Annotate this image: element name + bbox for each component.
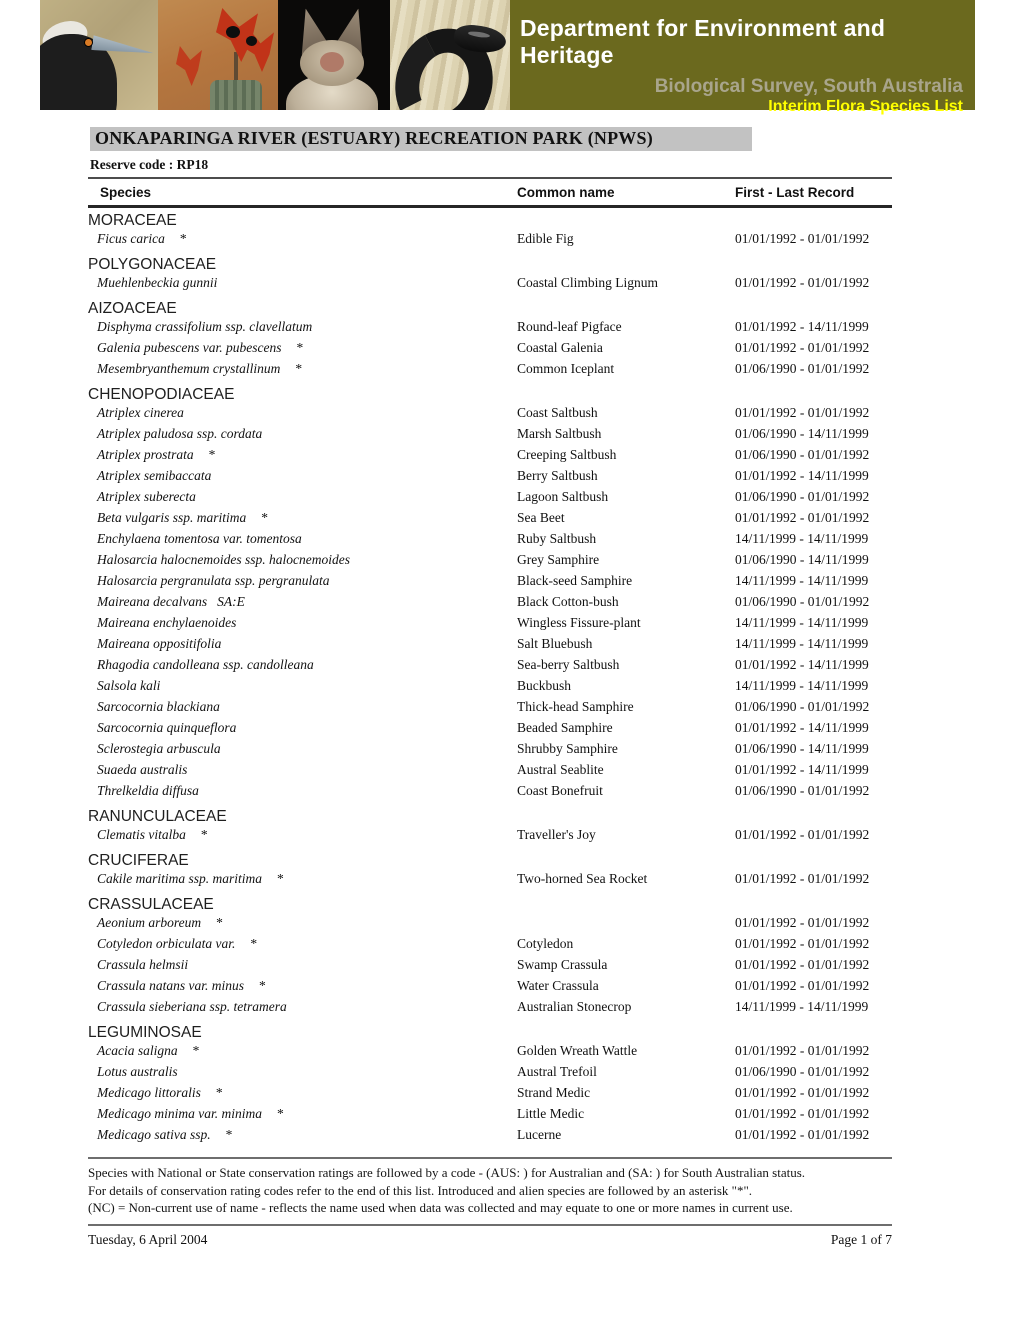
record-dates-cell: 01/01/1992 - 01/01/1992	[735, 510, 870, 525]
introduced-asterisk: *	[225, 1127, 233, 1142]
common-name-cell: Coastal Galenia	[517, 340, 603, 355]
conservation-code: SA:E	[217, 594, 245, 609]
species-cell	[88, 1085, 517, 1101]
record-dates-cell: 01/01/1992 - 01/01/1992	[735, 1106, 870, 1121]
common-name-cell: Golden Wreath Wattle	[517, 1043, 638, 1058]
species-scientific-name: Sarcocornia quinqueflora	[97, 720, 237, 735]
species-row	[88, 405, 892, 426]
record-dates-cell: 01/01/1992 - 01/01/1992	[735, 915, 870, 930]
species-scientific-name: Atriplex suberecta	[97, 489, 196, 504]
species-cell	[88, 573, 517, 589]
species-scientific-name: Medicago littoralis	[97, 1085, 201, 1100]
record-dates-cell: 14/11/1999 - 14/11/1999	[735, 573, 869, 588]
common-name-cell: Coastal Climbing Lignum	[517, 275, 658, 290]
record-dates-cell: 14/11/1999 - 14/11/1999	[735, 999, 869, 1014]
record-dates-cell: 01/01/1992 - 01/01/1992	[735, 871, 870, 886]
species-scientific-name: Halosarcia pergranulata ssp. pergranulata	[97, 573, 330, 588]
species-row	[88, 699, 892, 720]
species-scientific-name: Atriplex prostrata	[97, 447, 194, 462]
record-dates-cell: 01/01/1992 - 14/11/1999	[735, 468, 869, 483]
species-cell	[88, 636, 517, 652]
footnote-line: For details of conservation rating codes refer to the end of this list. Introduced and alien species are followed by an asterisk "*".	[88, 1182, 753, 1198]
species-cell	[88, 231, 517, 247]
department-title: Department for Environment and Heritage	[520, 15, 886, 68]
family-header: POLYGONACEAE	[88, 256, 217, 273]
column-header-first-last-record: First - Last Record	[735, 185, 855, 200]
species-row	[88, 657, 892, 678]
record-dates-cell: 01/06/1990 - 01/01/1992	[735, 783, 870, 798]
introduced-asterisk: *	[276, 1106, 284, 1121]
record-dates-cell: 01/01/1992 - 01/01/1992	[735, 957, 870, 972]
species-scientific-name: Galenia pubescens var. pubescens	[97, 340, 282, 355]
common-name-cell: Creeping Saltbush	[517, 447, 617, 462]
table-header-row	[88, 177, 892, 208]
family-header: LEGUMINOSAE	[88, 1024, 202, 1041]
pea-flower	[176, 46, 202, 86]
common-name-cell: Water Crassula	[517, 978, 599, 993]
family-header: AIZOACEAE	[88, 300, 177, 317]
species-table-body	[88, 208, 892, 1148]
species-scientific-name: Disphyma crassifolium ssp. clavellatum	[97, 319, 313, 334]
species-scientific-name: Atriplex semibaccata	[97, 468, 212, 483]
species-cell	[88, 1106, 517, 1122]
species-scientific-name: Lotus australis	[97, 1064, 178, 1079]
species-cell	[88, 468, 517, 484]
common-name-cell: Two-horned Sea Rocket	[517, 871, 648, 886]
pea-flower	[244, 28, 274, 72]
species-cell	[88, 720, 517, 736]
pea-flower-boss	[226, 26, 240, 38]
species-scientific-name: Ficus carica	[97, 231, 165, 246]
common-name-cell: Wingless Fissure-plant	[517, 615, 641, 630]
species-scientific-name: Suaeda australis	[97, 762, 188, 777]
species-row	[88, 1106, 892, 1127]
species-cell	[88, 594, 517, 610]
common-name-cell: Australian Stonecrop	[517, 999, 632, 1014]
record-dates-cell: 01/06/1990 - 01/01/1992	[735, 594, 870, 609]
species-scientific-name: Beta vulgaris ssp. maritima	[97, 510, 247, 525]
species-cell	[88, 552, 517, 568]
species-row	[88, 720, 892, 741]
introduced-asterisk: *	[215, 1085, 223, 1100]
species-cell	[88, 762, 517, 778]
species-scientific-name: Maireana oppositifolia	[97, 636, 222, 651]
header-banner	[40, 0, 975, 115]
species-row	[88, 319, 892, 340]
common-name-cell: Little Medic	[517, 1106, 585, 1121]
common-name-cell: Black-seed Samphire	[517, 573, 633, 588]
common-name-cell: Common Iceplant	[517, 361, 615, 376]
record-dates-cell: 01/01/1992 - 01/01/1992	[735, 827, 870, 842]
record-dates-cell: 01/01/1992 - 01/01/1992	[735, 1085, 870, 1100]
pea-leaves	[210, 80, 262, 110]
common-name-cell: Ruby Saltbush	[517, 531, 597, 546]
species-row	[88, 361, 892, 382]
record-dates-cell: 01/01/1992 - 14/11/1999	[735, 762, 869, 777]
species-cell	[88, 957, 517, 973]
species-row	[88, 531, 892, 552]
species-cell	[88, 1064, 517, 1080]
column-header-species: Species	[100, 185, 152, 200]
species-scientific-name: Halosarcia halocnemoides ssp. halocnemoides	[97, 552, 350, 567]
species-cell	[88, 783, 517, 799]
common-name-cell: Grey Samphire	[517, 552, 600, 567]
footnote-line: (NC) = Non-current use of name - reflects the name used when data was collected and may equate to one or more names in current use.	[88, 1200, 793, 1215]
species-cell	[88, 678, 517, 694]
record-dates-cell: 01/01/1992 - 01/01/1992	[735, 275, 870, 290]
record-dates-cell: 01/06/1990 - 14/11/1999	[735, 426, 869, 441]
common-name-cell: Coast Saltbush	[517, 405, 598, 420]
species-scientific-name: Cotyledon orbiculata var.	[97, 936, 236, 951]
species-cell	[88, 405, 517, 421]
record-dates-cell: 01/06/1990 - 01/01/1992	[735, 361, 870, 376]
common-name-cell: Austral Trefoil	[517, 1064, 597, 1079]
common-name-cell: Swamp Crassula	[517, 957, 608, 972]
species-row	[88, 636, 892, 657]
record-dates-cell: 01/01/1992 - 14/11/1999	[735, 720, 869, 735]
species-cell	[88, 489, 517, 505]
record-dates-cell: 01/06/1990 - 01/01/1992	[735, 489, 870, 504]
species-row	[88, 426, 892, 447]
species-scientific-name: Atriplex paludosa ssp. cordata	[97, 426, 263, 441]
department-subtitle: Biological Survey, South Australia	[654, 76, 963, 97]
introduced-asterisk: *	[208, 447, 216, 462]
species-row	[88, 1127, 892, 1148]
pea-flower-boss	[246, 36, 257, 46]
common-name-cell: Buckbush	[517, 678, 571, 693]
species-cell	[88, 657, 517, 673]
species-row	[88, 741, 892, 762]
record-dates-cell: 01/01/1992 - 14/11/1999	[735, 657, 869, 672]
common-name-cell: Beaded Samphire	[517, 720, 613, 735]
introduced-asterisk: *	[259, 978, 266, 993]
species-cell	[88, 510, 517, 526]
reserve-code: Reserve code : RP18	[90, 157, 209, 172]
species-row	[88, 999, 892, 1020]
common-name-cell: Coast Bonefruit	[517, 783, 603, 798]
record-dates-cell: 14/11/1999 - 14/11/1999	[735, 615, 869, 630]
introduced-asterisk: *	[250, 936, 258, 951]
record-dates-cell: 01/06/1990 - 01/01/1992	[735, 1064, 870, 1079]
column-header-common-name: Common name	[517, 185, 615, 200]
species-scientific-name: Maireana enchylaenoides	[97, 615, 237, 630]
family-header: CHENOPODIACEAE	[88, 386, 235, 403]
record-dates-cell: 01/06/1990 - 01/01/1992	[735, 447, 870, 462]
common-name-cell: Sea Beet	[517, 510, 565, 525]
bat-face	[320, 52, 344, 72]
species-cell	[88, 531, 517, 547]
common-name-cell: Edible Fig	[517, 231, 574, 246]
record-dates-cell: 01/01/1992 - 01/01/1992	[735, 978, 870, 993]
species-row	[88, 762, 892, 783]
record-dates-cell: 01/01/1992 - 14/11/1999	[735, 319, 869, 334]
species-row	[88, 594, 892, 615]
common-name-cell: Traveller's Joy	[517, 827, 596, 842]
species-cell	[88, 361, 517, 377]
species-scientific-name: Sclerostegia arbuscula	[97, 741, 221, 756]
species-row	[88, 678, 892, 699]
species-row	[88, 340, 892, 361]
introduced-asterisk: *	[296, 340, 304, 355]
species-scientific-name: Crassula natans var. minus	[97, 978, 245, 993]
introduced-asterisk: *	[216, 915, 223, 930]
species-scientific-name: Medicago minima var. minima	[97, 1106, 262, 1121]
species-row	[88, 978, 892, 999]
record-dates-cell: 14/11/1999 - 14/11/1999	[735, 531, 869, 546]
species-cell	[88, 275, 517, 291]
species-cell	[88, 699, 517, 715]
species-row	[88, 552, 892, 573]
record-dates-cell: 01/01/1992 - 01/01/1992	[735, 1127, 870, 1142]
species-row	[88, 489, 892, 510]
species-scientific-name: Sarcocornia blackiana	[97, 699, 220, 714]
record-dates-cell: 14/11/1999 - 14/11/1999	[735, 678, 869, 693]
species-cell	[88, 871, 517, 887]
record-dates-cell: 14/11/1999 - 14/11/1999	[735, 636, 869, 651]
species-scientific-name: Crassula sieberiana ssp. tetramera	[97, 999, 287, 1014]
introduced-asterisk: *	[261, 510, 269, 525]
record-dates-cell: 01/01/1992 - 01/01/1992	[735, 340, 870, 355]
common-name-cell: Shrubby Samphire	[517, 741, 618, 756]
species-scientific-name: Rhagodia candolleana ssp. candolleana	[97, 657, 314, 672]
species-cell	[88, 936, 517, 952]
species-cell	[88, 340, 517, 356]
record-dates-cell: 01/06/1990 - 14/11/1999	[735, 741, 869, 756]
page-footer	[88, 1226, 892, 1248]
record-dates-cell: 01/06/1990 - 01/01/1992	[735, 699, 870, 714]
species-row	[88, 936, 892, 957]
common-name-cell: Lucerne	[517, 1127, 562, 1142]
introduced-asterisk: *	[192, 1043, 200, 1058]
common-name-cell: Strand Medic	[517, 1085, 591, 1100]
species-scientific-name: Threlkeldia diffusa	[97, 783, 199, 798]
species-row	[88, 275, 892, 296]
introduced-asterisk: *	[295, 361, 303, 376]
record-dates-cell: 01/01/1992 - 01/01/1992	[735, 1043, 870, 1058]
common-name-cell: Salt Bluebush	[517, 636, 593, 651]
species-row	[88, 957, 892, 978]
species-scientific-name: Enchylaena tomentosa var. tomentosa	[97, 531, 302, 546]
species-cell	[88, 319, 517, 335]
magpie-eye	[84, 38, 93, 47]
species-row	[88, 231, 892, 252]
species-cell	[88, 1127, 517, 1143]
introduced-asterisk: *	[277, 871, 284, 886]
species-cell	[88, 827, 517, 843]
record-dates-cell: 01/06/1990 - 14/11/1999	[735, 552, 869, 567]
species-row	[88, 827, 892, 848]
species-cell	[88, 447, 517, 463]
species-cell	[88, 741, 517, 757]
common-name-cell: Thick-head Samphire	[517, 699, 634, 714]
family-header: CRASSULACEAE	[88, 896, 214, 913]
species-row	[88, 1043, 892, 1064]
common-name-cell: Round-leaf Pigface	[517, 319, 622, 334]
common-name-cell: Black Cotton-bush	[517, 594, 619, 609]
species-scientific-name: Acacia saligna	[97, 1043, 178, 1058]
department-banner-panel	[510, 0, 975, 115]
introduced-asterisk: *	[179, 231, 187, 246]
species-scientific-name: Medicago sativa ssp.	[97, 1127, 211, 1142]
desert-pea-photo	[158, 0, 278, 110]
species-scientific-name: Aeonium arboreum	[97, 915, 202, 930]
species-row	[88, 615, 892, 636]
species-table	[88, 177, 892, 1248]
magpie-photo	[40, 0, 158, 110]
species-scientific-name: Atriplex cinerea	[97, 405, 184, 420]
common-name-cell: Sea-berry Saltbush	[517, 657, 620, 672]
snake-photo	[390, 0, 510, 110]
page-title: ONKAPARINGA RIVER (ESTUARY) RECREATION PARK (NPWS)	[90, 127, 752, 151]
species-row	[88, 468, 892, 489]
species-row	[88, 1064, 892, 1085]
species-scientific-name: Muehlenbeckia gunnii	[97, 275, 218, 290]
page-number: Page 1 of 7	[830, 1231, 892, 1247]
common-name-cell: Marsh Saltbush	[517, 426, 602, 441]
species-row	[88, 915, 892, 936]
species-cell	[88, 915, 517, 931]
common-name-cell: Cotyledon	[517, 936, 574, 951]
report-date: Tuesday, 6 April 2004	[88, 1231, 208, 1247]
family-header: MORACEAE	[88, 212, 177, 229]
footnote-line: Species with National or State conservation ratings are followed by a code - (AUS: ) for Australian and (SA: ) for South Australian status.	[88, 1165, 806, 1180]
species-row	[88, 1085, 892, 1106]
species-scientific-name: Cakile maritima ssp. maritima	[97, 871, 263, 886]
family-header: RANUNCULACEAE	[88, 808, 227, 825]
footnotes	[88, 1157, 892, 1226]
species-scientific-name: Clematis vitalba	[97, 827, 186, 842]
common-name-cell: Lagoon Saltbush	[517, 489, 609, 504]
record-dates-cell: 01/01/1992 - 01/01/1992	[735, 405, 870, 420]
common-name-cell: Austral Seablite	[517, 762, 604, 777]
species-cell	[88, 999, 517, 1015]
species-scientific-name: Maireana decalvans	[97, 594, 208, 609]
species-cell	[88, 1043, 517, 1059]
species-cell	[88, 615, 517, 631]
species-scientific-name: Mesembryanthemum crystallinum	[97, 361, 281, 376]
species-scientific-name: Salsola kali	[97, 678, 161, 693]
record-dates-cell: 01/01/1992 - 01/01/1992	[735, 231, 870, 246]
document-type-label: Interim Flora Species List	[768, 98, 963, 115]
species-row	[88, 783, 892, 804]
family-header: CRUCIFERAE	[88, 852, 189, 869]
species-scientific-name: Crassula helmsii	[97, 957, 189, 972]
introduced-asterisk: *	[200, 827, 208, 842]
species-row	[88, 510, 892, 531]
species-row	[88, 871, 892, 892]
species-cell	[88, 978, 517, 994]
species-row	[88, 573, 892, 594]
record-dates-cell: 01/01/1992 - 01/01/1992	[735, 936, 870, 951]
species-cell	[88, 426, 517, 442]
bat-photo	[278, 0, 390, 110]
common-name-cell: Berry Saltbush	[517, 468, 598, 483]
species-row	[88, 447, 892, 468]
